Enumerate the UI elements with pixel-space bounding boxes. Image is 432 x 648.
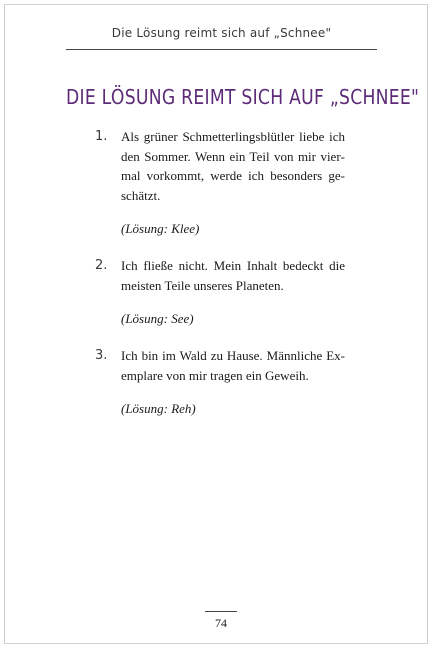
riddle-answer: (Lösung: See) bbox=[121, 311, 194, 326]
riddle-text: Ich bin im Wald zu Hause. Männliche Exemplare von mir tragen ein Geweih. bbox=[121, 348, 345, 383]
page-number: 74 bbox=[215, 616, 227, 630]
riddle-number: 2. bbox=[95, 258, 108, 273]
riddle-text: Als grüner Schmetterlingsblütler liebe ich den Sommer. Wenn ein Teil von mir viermal vorkommt, werde ich besonders geschätzt. bbox=[121, 129, 345, 203]
footer-divider bbox=[205, 611, 237, 612]
riddle-answer: (Lösung: Reh) bbox=[121, 401, 196, 416]
section-title: DIE LÖSUNG REIMT SICH AUF „SCHNEE" bbox=[66, 85, 420, 109]
riddle-item bbox=[95, 127, 345, 238]
riddle-item bbox=[95, 256, 345, 328]
riddle-answer: (Lösung: Klee) bbox=[121, 221, 200, 236]
riddle-number: 3. bbox=[95, 348, 108, 363]
riddle-list bbox=[95, 127, 345, 418]
riddle-number: 1. bbox=[95, 129, 108, 144]
page bbox=[4, 4, 428, 644]
running-header: Die Lösung reimt sich auf „Schnee" bbox=[111, 26, 332, 40]
header-divider bbox=[66, 49, 377, 50]
riddle-item bbox=[95, 346, 345, 418]
riddle-text: Ich fließe nicht. Mein Inhalt bedeckt die meisten Teile unseres Planeten. bbox=[121, 258, 345, 293]
